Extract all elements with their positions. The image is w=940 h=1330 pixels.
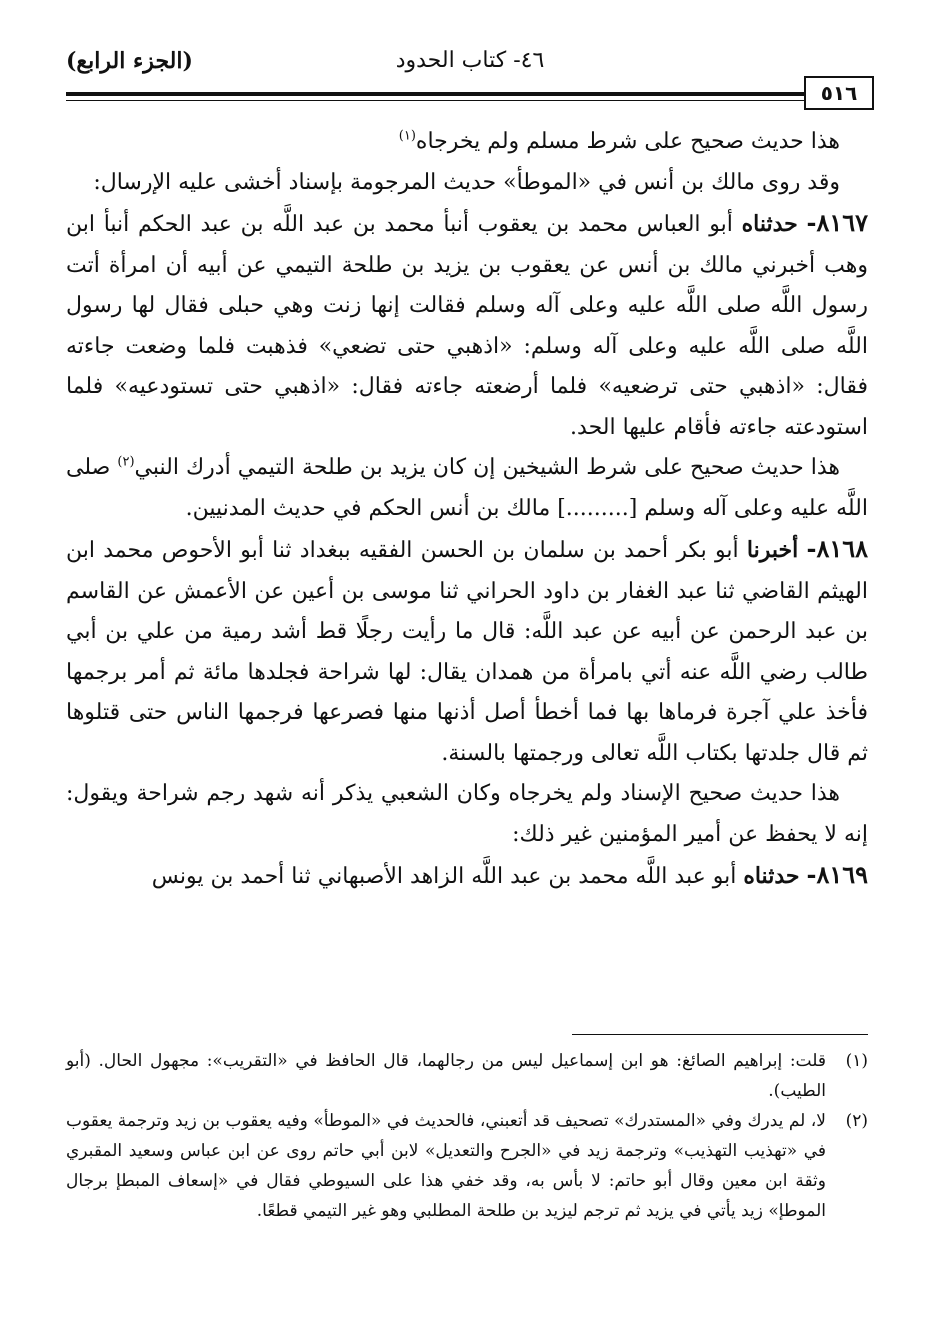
main-text <box>66 122 868 898</box>
hadith-text: أبو العباس محمد بن يعقوب أنبأ محمد بن عبد اللَّه بن عبد الحكم أنبأ ابن وهب أخبرني مالك بن أنس عن يعقوب بن يزيد بن طلحة التيمي عن أبيه أن امرأة أتت رسول اللَّه صلى اللَّه عليه وعلى آله وسلم فقالت إنها زنت وهي حبلى فقال لها رسول اللَّه صلى اللَّه عليه وعلى آله وسلم: «اذهبي حتى تضعي» فذهبت فلما وضعت جاءته فقال: «اذهبي حتى ترضعيه» فلما أرضعته جاءته فقال: «اذهبي حتى تستودعيه» فلما استودعته جاءته فأقام عليها الحد. <box>66 212 868 440</box>
hadith-text: أبو بكر أحمد بن سلمان بن الحسن الفقيه ببغداد ثنا أبو الأحوص محمد ابن الهيثم القاضي ثنا عبد الغفار بن داود الحراني ثنا موسى بن أعين عن الأعمش عن القاسم بن عبد الرحمن عن أبيه عن عبد اللَّه: قال ما رأيت رجلًا قط أشد رمية من علي بن أبي طالب رضي اللَّه عنه أتي بامرأة من همدان يقال: لها شراحة فجلدها مائة ثم أمر برجمها فأخذ علي آجرة فرماها بها فما أخطأ أصل أذنها منها فصرعها فرجمها الناس حتى قتلوها ثم قال جلدتها بكتاب اللَّه تعالى ورجمتها بالسنة. <box>66 538 868 766</box>
paragraph-1-text: هذا حديث صحيح على شرط مسلم ولم يخرجاه <box>415 129 840 154</box>
hadith-8169 <box>66 855 868 898</box>
paragraph-2: وقد روى مالك بن أنس في «الموطأ» حديث المرجومة بإسناد أخشى عليه الإرسال: <box>93 169 840 195</box>
footnote-number: (١) <box>845 1051 868 1071</box>
footnote-ref-1: (١) <box>398 128 416 144</box>
footnote-ref-2: (٢) <box>117 454 135 470</box>
header-rule-thin <box>66 100 874 101</box>
paragraph-1 <box>66 122 868 163</box>
hadith-number: ٨١٦٩- <box>806 860 868 889</box>
hadith-8168 <box>66 529 868 774</box>
hadith-number: ٨١٦٧- <box>806 208 869 237</box>
footnote-divider <box>572 1034 868 1035</box>
footnote-item <box>66 1046 868 1106</box>
hadith-keyword: حدثناه <box>743 863 800 889</box>
page-number: ٥١٦ <box>804 76 874 110</box>
footnote-number: (٢) <box>845 1111 868 1131</box>
hadith-keyword: أخبرنا <box>746 537 799 563</box>
paragraph-3 <box>66 448 868 529</box>
footnote-text: قلت: إبراهيم الصائغ: هو ابن إسماعيل ليس من رجالهما، قال الحافظ في «التقريب»: مجهول الحال. (أبو الطيب). <box>66 1051 826 1101</box>
paragraph-4: هذا حديث صحيح الإسناد ولم يخرجاه وكان الشعبي يذكر أنه شهد رجم شراحة ويقول: إنه لا يحفظ عن أمير المؤمنين غير ذلك: <box>66 781 868 847</box>
chapter-title: ٤٦- كتاب الحدود <box>395 48 545 73</box>
header-rule-thick <box>66 92 874 96</box>
header-text-row <box>66 44 874 78</box>
hadith-text: أبو عبد اللَّه محمد بن عبد اللَّه الزاهد الأصبهاني ثنا أحمد بن يونس <box>151 864 737 889</box>
volume-label: (الجزء الرابع) <box>66 48 193 74</box>
hadith-keyword: حدثناه <box>741 211 798 237</box>
page-header <box>66 44 874 104</box>
footnote-text: لا، لم يدرك وفي «المستدرك» تصحيف قد أتعبني، فالحديث في «الموطأ» وفيه يعقوب بن زيد وترجمة يعقوب في «تهذيب التهذيب» وترجمة زيد في «الجرح والتعديل» لابن أبي حاتم روى عن ابن عباس وسعيد المقبري وثقة ابن معين وقال أبو حاتم: لا بأس به، وقد خفي هذا على السيوطي فقال في «إسعاف المبطإ برجال الموطإ» زيد يأتي في يزيد ثم ترجم ليزيد بن طلحة المطلبي وهو غير التيمي قطعًا. <box>66 1111 826 1221</box>
footnote-item <box>66 1106 868 1226</box>
paragraph-3-continuation: صلى اللَّه عليه وعلى آله وسلم [.........] مالك بن أنس الحكم في حديث المدنيين. <box>66 455 868 521</box>
hadith-number: ٨١٦٨- <box>806 534 869 563</box>
hadith-8167 <box>66 203 868 448</box>
paragraph-3-text: هذا حديث صحيح على شرط الشيخين إن كان يزيد بن طلحة التيمي أدرك النبي <box>134 455 840 480</box>
footnotes <box>66 1046 868 1226</box>
